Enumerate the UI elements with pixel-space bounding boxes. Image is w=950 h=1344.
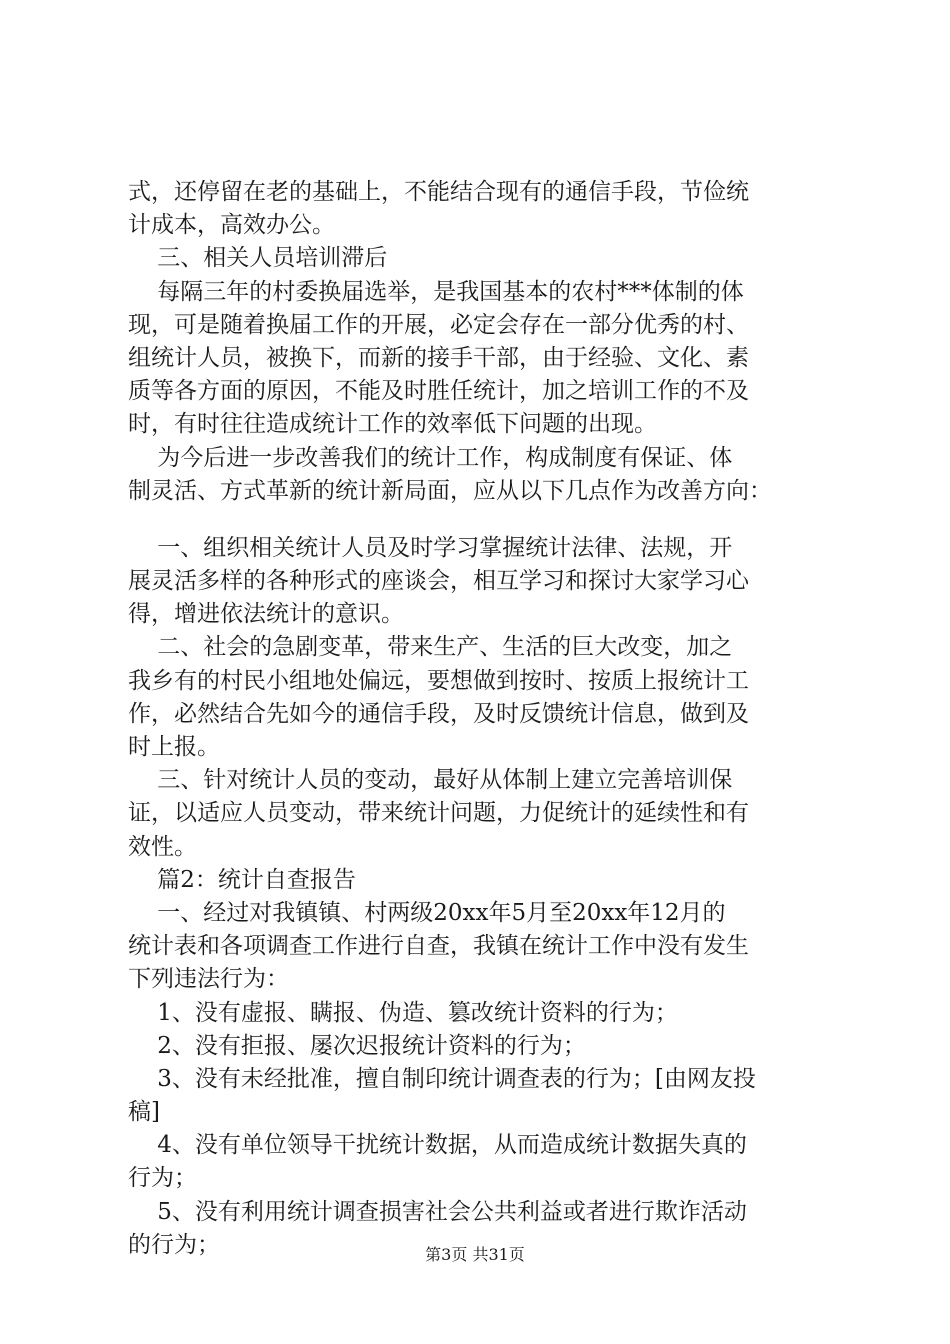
- text-line: 的行为；: [128, 1231, 220, 1258]
- text-line: 一、组织相关统计人员及时学习掌握统计法律、法规，开: [128, 534, 733, 561]
- text-line: 时上报。: [128, 734, 220, 760]
- paragraph-gap: [128, 508, 834, 532]
- text-line: 得，增进依法统计的意识。: [128, 601, 404, 628]
- text-line: 统计表和各项调查工作进行自查，我镇在统计工作中没有发生: [128, 933, 749, 960]
- text-line: 一、经过对我镇镇、村两级20xx年5月至20xx年12月的: [128, 899, 726, 926]
- text-line: 现，可是随着换届工作的开展，必定会存在一部分优秀的村、: [128, 311, 749, 338]
- text-line: 质等各方面的原因，不能及时胜任统计，加之培训工作的不及: [128, 378, 749, 405]
- list-item: 2、没有拒报、屡次迟报统计资料的行为；: [128, 1032, 586, 1059]
- text-line: 我乡有的村民小组地处偏远，要想做到按时、按质上报统计工: [128, 667, 749, 694]
- text-line: 稿]: [128, 1099, 160, 1126]
- section-heading: 三、相关人员培训滞后: [128, 245, 388, 272]
- paragraph-block-b: [128, 532, 834, 1262]
- list-item: 5、没有利用统计调查损害社会公共利益或者进行欺诈活动: [128, 1198, 747, 1225]
- text-line: 行为；: [128, 1165, 197, 1192]
- text-line: 式，还停留在老的基础上，不能结合现有的通信手段，节俭统: [128, 179, 749, 205]
- text-line: 每隔三年的村委换届选举，是我国基本的农村***体制的体: [128, 278, 744, 305]
- text-line: 证，以适应人员变动，带来统计问题，力促统计的延续性和有: [128, 800, 749, 827]
- text-line: 三、针对统计人员的变动，最好从体制上建立完善培训保: [128, 767, 733, 794]
- section-heading: 篇2：统计自查报告: [128, 866, 356, 893]
- text-line: 为今后进一步改善我们的统计工作，构成制度有保证、体: [128, 444, 733, 471]
- text-line: 时，有时往往造成统计工作的效率低下问题的出现。: [128, 411, 657, 438]
- text-line: 展灵活多样的各种形式的座谈会，相互学习和探讨大家学习心: [128, 568, 749, 595]
- text-line: 作，必然结合先如今的通信手段，及时反馈统计信息，做到及: [128, 700, 749, 727]
- text-line: 组统计人员，被换下，而新的接手干部，由于经验、文化、素: [128, 344, 749, 371]
- page-number-footer: 第3页 共31页: [425, 1245, 525, 1264]
- text-line: 计成本，高效办公。: [128, 212, 335, 239]
- text-line: 效性。: [128, 833, 197, 860]
- document-body: [128, 176, 834, 1262]
- list-item: 4、没有单位领导干扰统计数据，从而造成统计数据失真的: [128, 1132, 747, 1159]
- list-item: 3、没有未经批准，擅自制印统计调查表的行为；[由网友投: [128, 1065, 756, 1092]
- text-line: 下列违法行为：: [128, 966, 289, 993]
- paragraph-block-a: [128, 176, 834, 508]
- text-line: 制灵活、方式革新的统计新局面，应从以下几点作为改善方向：: [128, 477, 772, 504]
- text-line: 二、社会的急剧变革，带来生产、生活的巨大改变，加之: [128, 634, 733, 661]
- list-item: 1、没有虚报、瞒报、伪造、篡改统计资料的行为；: [128, 999, 678, 1026]
